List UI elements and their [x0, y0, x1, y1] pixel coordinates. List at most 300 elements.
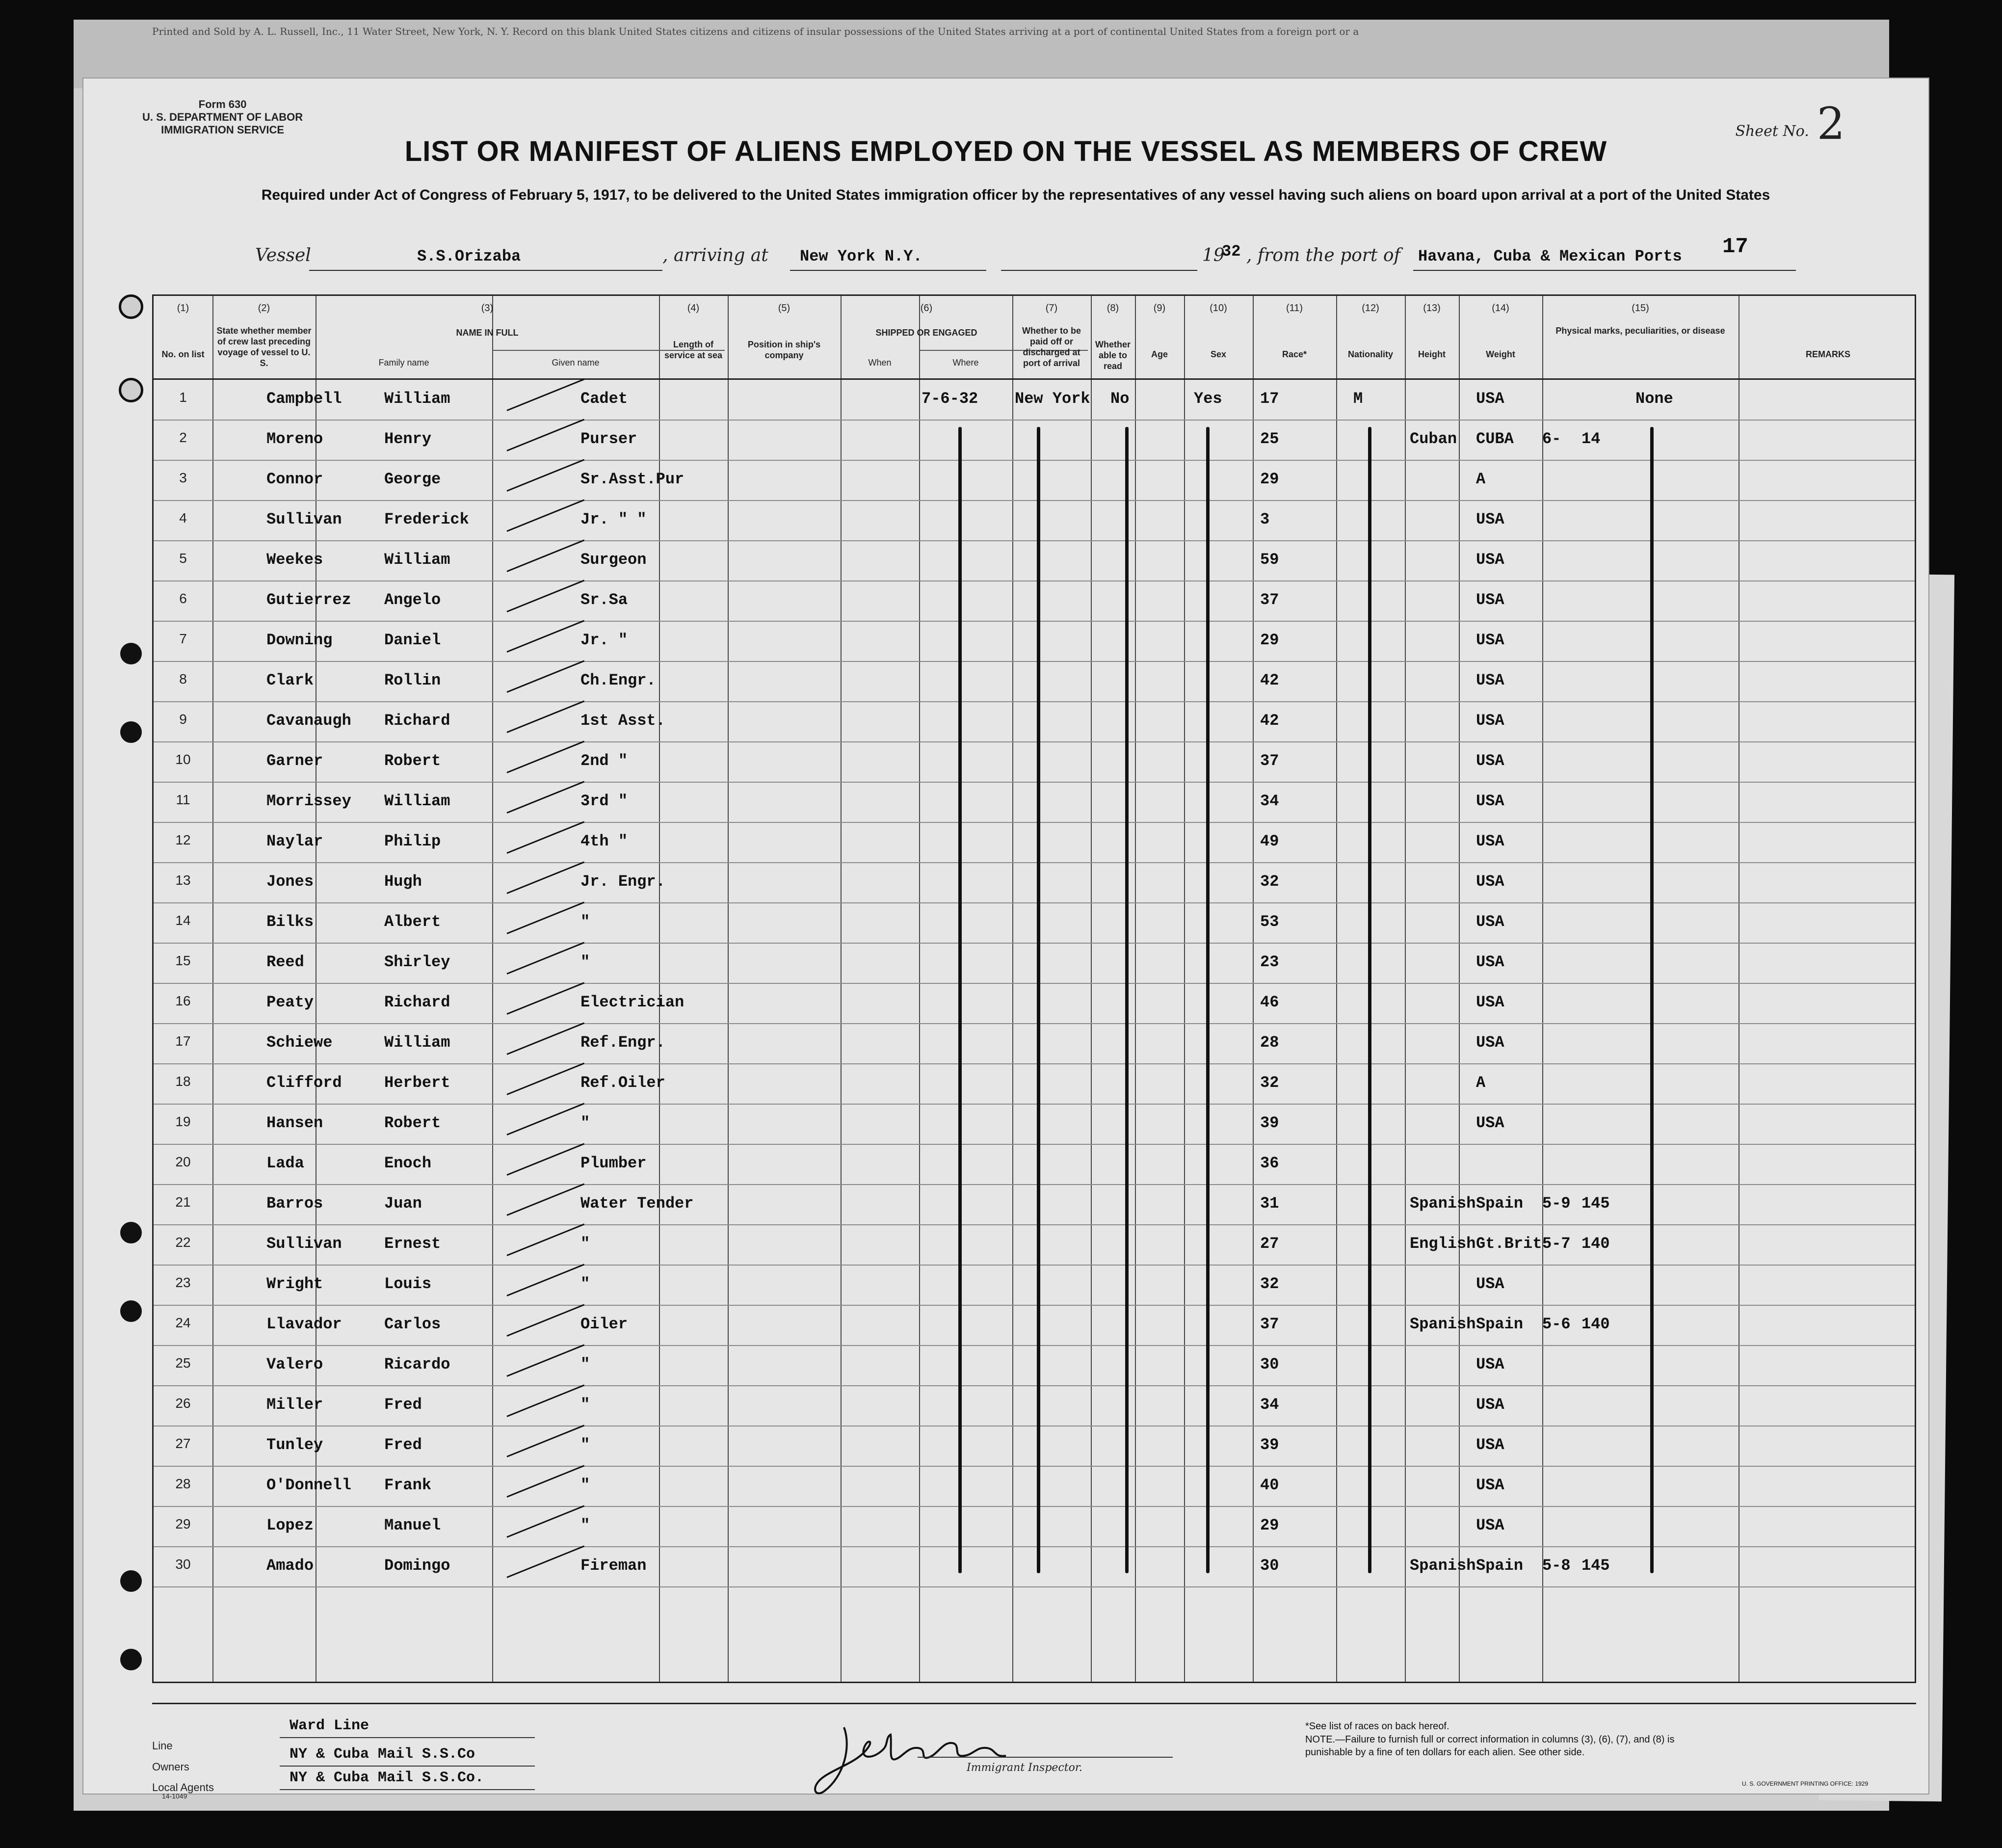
age: 32: [1260, 872, 1279, 891]
position: Ref.Oiler: [580, 1074, 665, 1092]
column-rule: [1091, 296, 1092, 1682]
column-rule: [1459, 296, 1460, 1682]
service-slash: [506, 539, 584, 572]
column-heading: Weight: [1486, 349, 1515, 359]
service-slash: [506, 1425, 584, 1457]
row-number: 17: [175, 1033, 191, 1049]
crew-table: [152, 294, 1916, 1683]
position: ": [580, 1436, 590, 1454]
given-name: Herbert: [384, 1074, 450, 1092]
position: Fireman: [580, 1557, 647, 1575]
row-number: 2: [179, 430, 187, 445]
nationality: USA: [1476, 1114, 1504, 1132]
binder-ring: [119, 378, 143, 402]
date-underline: [1001, 270, 1197, 271]
service-slash: [506, 499, 584, 531]
given-name: Philip: [384, 832, 441, 850]
service-slash: [506, 1264, 584, 1296]
service-slash: [506, 378, 584, 411]
row-number: 23: [175, 1275, 191, 1290]
age: 25: [1260, 430, 1279, 448]
service-slash: [506, 740, 584, 773]
row-number: 1: [179, 390, 187, 405]
line-label: Line: [152, 1740, 173, 1752]
age: 39: [1260, 1114, 1279, 1132]
race: Spanish: [1410, 1315, 1476, 1333]
vessel-line: [255, 242, 1894, 275]
column-heading: Race*: [1282, 349, 1307, 359]
service-slash: [506, 1465, 584, 1497]
nationality: USA: [1476, 752, 1504, 770]
row-number: 5: [179, 551, 187, 566]
column-number: (7): [1045, 303, 1058, 314]
physical-marks: None: [1635, 390, 1673, 408]
age: 59: [1260, 551, 1279, 569]
nationality: USA: [1476, 1516, 1504, 1534]
height: 5-8: [1542, 1557, 1571, 1575]
column-number: (12): [1362, 303, 1379, 314]
given-name: Manuel: [384, 1516, 441, 1534]
column-heading: State whether member of crew last preceding voyage of vessel to U. S.: [216, 326, 312, 368]
year-value: 32: [1222, 242, 1241, 261]
service-slash: [506, 700, 584, 733]
given-name: Frank: [384, 1476, 432, 1494]
penalty-note: NOTE.—Failure to furnish full or correct information in columns (3), (6), (7), and (8) is punishable by a fine of ten dollars for each alien. See other side.: [1305, 1734, 1675, 1758]
column-number: (11): [1286, 303, 1303, 314]
height: 6-: [1542, 430, 1561, 448]
age: 29: [1260, 1516, 1279, 1534]
ditto-bar-marks: [1650, 427, 1654, 1573]
nationality: Spain: [1476, 1315, 1524, 1333]
ditto-bar-paid: [1125, 427, 1129, 1573]
position: Water Tender: [580, 1194, 694, 1213]
row-number: 4: [179, 510, 187, 526]
given-name: Daniel: [384, 631, 441, 649]
family-name: Naylar: [266, 832, 323, 850]
age: 49: [1260, 832, 1279, 850]
race: Spanish: [1410, 1194, 1476, 1213]
agents-value: NY & Cuba Mail S.S.Co.: [290, 1769, 484, 1786]
column-number: (1): [177, 303, 189, 314]
row-number: 25: [175, 1355, 191, 1371]
given-name: Enoch: [384, 1154, 432, 1172]
nationality: Spain: [1476, 1194, 1524, 1213]
row-number: 6: [179, 591, 187, 606]
family-name: Lada: [266, 1154, 304, 1172]
column-rule: [841, 296, 842, 1682]
given-name: George: [384, 470, 441, 488]
column-rule: [212, 296, 213, 1682]
row-rule: [154, 420, 1915, 421]
family-name: Miller: [266, 1396, 323, 1414]
service-slash: [506, 1183, 584, 1215]
position: 3rd ": [580, 792, 628, 810]
service-slash: [506, 1223, 584, 1256]
column-number: (6): [920, 303, 933, 314]
column-heading: Height: [1418, 349, 1446, 359]
service-slash: [506, 781, 584, 813]
given-name: Juan: [384, 1194, 422, 1213]
column-heading: NAME IN FULL: [456, 328, 519, 338]
weight: 145: [1581, 1194, 1610, 1213]
nationality: USA: [1476, 1275, 1504, 1293]
stamp-number: 17: [1722, 235, 1748, 259]
given-name: Robert: [384, 1114, 441, 1132]
footer-divider: [152, 1703, 1916, 1704]
binder-hole: [120, 1222, 142, 1243]
page-title: LIST OR MANIFEST OF ALIENS EMPLOYED ON THE VESSEL AS MEMBERS OF CREW: [404, 135, 1607, 167]
port-underline: [1413, 270, 1796, 271]
position: ": [580, 1355, 590, 1373]
column-rule: [919, 296, 920, 1682]
nationality: A: [1476, 470, 1486, 488]
binder-hole: [120, 721, 142, 743]
age: 30: [1260, 1557, 1279, 1575]
age: 42: [1260, 671, 1279, 689]
family-name: Wright: [266, 1275, 323, 1293]
sex: M: [1353, 390, 1363, 408]
given-name: Rollin: [384, 671, 441, 689]
owners-value: NY & Cuba Mail S.S.Co: [290, 1746, 475, 1763]
nationality: USA: [1476, 1396, 1504, 1414]
position: Ch.Engr.: [580, 671, 656, 689]
manifest-page: [83, 79, 1928, 1800]
given-name: Domingo: [384, 1557, 450, 1575]
able-to-read: Yes: [1194, 390, 1222, 408]
family-name: Clark: [266, 671, 314, 689]
row-number: 30: [175, 1557, 191, 1572]
year-prefix: 19: [1202, 245, 1225, 265]
nationality: USA: [1476, 1033, 1504, 1052]
nationality: CUBA: [1476, 430, 1514, 448]
nationality: A: [1476, 1074, 1486, 1092]
given-name: William: [384, 792, 450, 810]
binder-ring: [119, 294, 143, 319]
service-slash: [506, 901, 584, 934]
service-slash: [506, 942, 584, 974]
family-name: Schiewe: [266, 1033, 333, 1052]
ditto-bar-sex: [1368, 427, 1371, 1573]
ditto-bar-when: [958, 427, 962, 1573]
given-name: Fred: [384, 1436, 422, 1454]
row-number: 15: [175, 953, 191, 968]
age: 29: [1260, 631, 1279, 649]
service-slash: [506, 1143, 584, 1175]
position: Cadet: [580, 390, 628, 408]
column-number: (13): [1423, 303, 1441, 314]
given-name: Ricardo: [384, 1355, 450, 1373]
column-heading: Sex: [1210, 349, 1227, 359]
row-number: 19: [175, 1114, 191, 1129]
service-slash: [506, 861, 584, 894]
family-name: Peaty: [266, 993, 314, 1011]
column-heading: Physical marks, peculiarities, or disease: [1555, 326, 1725, 336]
given-name: Ernest: [384, 1235, 441, 1253]
column-rule: [659, 296, 660, 1682]
nationality: USA: [1476, 390, 1504, 408]
column-subheading: When: [868, 358, 892, 368]
column-rule: [1542, 296, 1543, 1682]
given-name: Angelo: [384, 591, 441, 609]
position: Oiler: [580, 1315, 628, 1333]
row-number: 29: [175, 1516, 191, 1531]
weight: 145: [1581, 1557, 1610, 1575]
given-name: Frederick: [384, 510, 469, 528]
age: 37: [1260, 591, 1279, 609]
column-number: (4): [687, 303, 700, 314]
service-slash: [506, 459, 584, 491]
shipped-when: 7-6-32: [922, 390, 978, 408]
service-slash: [506, 1505, 584, 1537]
column-heading: SHIPPED OR ENGAGED: [875, 328, 977, 338]
age: 34: [1260, 792, 1279, 810]
given-name: Carlos: [384, 1315, 441, 1333]
position: 1st Asst.: [580, 712, 665, 730]
position: ": [580, 1396, 590, 1414]
age: 53: [1260, 913, 1279, 931]
line-value: Ward Line: [290, 1717, 369, 1734]
position: ": [580, 913, 590, 931]
age: 34: [1260, 1396, 1279, 1414]
age: 37: [1260, 1315, 1279, 1333]
ditto-bar-read: [1206, 427, 1210, 1573]
weight: 14: [1581, 430, 1601, 448]
column-rule: [492, 296, 493, 1682]
age: 28: [1260, 1033, 1279, 1052]
age: 32: [1260, 1275, 1279, 1293]
age: 40: [1260, 1476, 1279, 1494]
position: ": [580, 1275, 590, 1293]
column-number: (9): [1153, 303, 1166, 314]
nationality: USA: [1476, 1436, 1504, 1454]
nationality: USA: [1476, 832, 1504, 850]
position: Sr.Asst.Pur: [580, 470, 685, 488]
age: 30: [1260, 1355, 1279, 1373]
printer-note: U. S. GOVERNMENT PRINTING OFFICE: 1929: [1742, 1780, 1869, 1787]
service-slash: [506, 1304, 584, 1336]
nationality: USA: [1476, 993, 1504, 1011]
from-label: , from the port of: [1246, 245, 1400, 265]
ditto-bar-where: [1037, 427, 1040, 1573]
row-number: 20: [175, 1154, 191, 1169]
age: 37: [1260, 752, 1279, 770]
inspector-label: Immigrant Inspector.: [967, 1762, 1082, 1774]
given-name: Albert: [384, 913, 441, 931]
age: 29: [1260, 470, 1279, 488]
age: 39: [1260, 1436, 1279, 1454]
nationality: USA: [1476, 551, 1504, 569]
position: Electrician: [580, 993, 685, 1011]
column-subheading: Given name: [552, 358, 600, 368]
column-number: (14): [1492, 303, 1509, 314]
nationality: USA: [1476, 953, 1504, 971]
family-name: Sullivan: [266, 510, 342, 528]
row-number: 22: [175, 1235, 191, 1250]
given-name: William: [384, 390, 450, 408]
height: 5-6: [1542, 1315, 1571, 1333]
family-name: Connor: [266, 470, 323, 488]
row-number: 9: [179, 712, 187, 727]
age: 32: [1260, 1074, 1279, 1092]
age: 27: [1260, 1235, 1279, 1253]
column-heading: Whether to be paid off or discharged at port of arrival: [1022, 326, 1081, 368]
vessel-label: Vessel: [255, 245, 311, 265]
position: 2nd ": [580, 752, 628, 770]
family-name: O'Donnell: [266, 1476, 351, 1494]
department-name: U. S. DEPARTMENT OF LABOR: [142, 111, 303, 123]
given-name: Fred: [384, 1396, 422, 1414]
age: 42: [1260, 712, 1279, 730]
row-number: 26: [175, 1396, 191, 1411]
given-name: Henry: [384, 430, 432, 448]
column-rule: [1012, 296, 1013, 1682]
arriving-underline: [790, 270, 986, 271]
arriving-label: , arriving at: [662, 245, 768, 265]
given-name: Richard: [384, 993, 450, 1011]
column-heading: REMARKS: [1805, 349, 1850, 359]
race: Cuban: [1410, 430, 1457, 448]
position: Sr.Sa: [580, 591, 628, 609]
service-slash: [506, 1384, 584, 1417]
position: Jr. ": [580, 631, 628, 649]
given-name: Robert: [384, 752, 441, 770]
position: 4th ": [580, 832, 628, 850]
position: Jr. Engr.: [580, 872, 665, 891]
top-strip-text: Printed and Sold by A. L. Russell, Inc., 11 Water Street, New York, N. Y. Record on this blank United States citizens and citizens of insular possessions of the United States arriving at a port of continental United States from a foreign port or a: [74, 20, 1889, 88]
row-number: 24: [175, 1315, 191, 1330]
family-name: Downing: [266, 631, 333, 649]
row-number: 28: [175, 1476, 191, 1491]
column-number: (10): [1210, 303, 1227, 314]
row-number: 3: [179, 470, 187, 485]
family-name: Valero: [266, 1355, 323, 1373]
position: Jr. " ": [580, 510, 647, 528]
nationality: USA: [1476, 792, 1504, 810]
header-left: [142, 98, 303, 136]
service-slash: [506, 821, 584, 853]
age: 36: [1260, 1154, 1279, 1172]
nationality: USA: [1476, 712, 1504, 730]
service-slash: [506, 419, 584, 451]
row-number: 14: [175, 913, 191, 928]
family-name: Moreno: [266, 430, 323, 448]
column-heading: Age: [1151, 349, 1168, 359]
owners-underline: [280, 1766, 535, 1767]
nationality: USA: [1476, 510, 1504, 528]
arriving-port: New York N.Y.: [800, 247, 922, 265]
position: ": [580, 1235, 590, 1253]
age: 3: [1260, 510, 1270, 528]
position: Plumber: [580, 1154, 647, 1172]
column-rule: [1405, 296, 1406, 1682]
family-name: Morrissey: [266, 792, 351, 810]
line-underline: [280, 1737, 535, 1738]
position: Purser: [580, 430, 637, 448]
binder-hole: [120, 1649, 142, 1670]
race: Spanish: [1410, 1557, 1476, 1575]
sheet-value: 2: [1817, 98, 1845, 150]
position: Ref.Engr.: [580, 1033, 665, 1052]
row-number: 13: [175, 872, 191, 888]
column-rule: [1336, 296, 1337, 1682]
row-number: 12: [175, 832, 191, 847]
given-name: William: [384, 551, 450, 569]
column-heading: No. on list: [161, 349, 205, 359]
vessel-underline: [309, 270, 662, 271]
family-name: Barros: [266, 1194, 323, 1213]
family-name: Jones: [266, 872, 314, 891]
column-subheading: Family name: [378, 358, 429, 368]
column-rule: [1184, 296, 1185, 1682]
port-of-departure: Havana, Cuba & Mexican Ports: [1418, 247, 1682, 265]
column-rule: [1253, 296, 1254, 1682]
family-name: Cavanaugh: [266, 712, 351, 730]
row-number: 21: [175, 1194, 191, 1210]
nationality: USA: [1476, 1355, 1504, 1373]
nationality: USA: [1476, 591, 1504, 609]
family-name: Reed: [266, 953, 304, 971]
nationality: USA: [1476, 671, 1504, 689]
nationality: USA: [1476, 913, 1504, 931]
position: ": [580, 953, 590, 971]
shipped-where: New York: [1015, 390, 1090, 408]
family-name: Hansen: [266, 1114, 323, 1132]
family-name: Garner: [266, 752, 323, 770]
column-number: (3): [481, 303, 494, 314]
vessel-name: S.S.Orizaba: [417, 247, 521, 265]
family-name: Campbell: [266, 390, 342, 408]
age: 23: [1260, 953, 1279, 971]
column-heading: Nationality: [1347, 349, 1393, 359]
age: 46: [1260, 993, 1279, 1011]
row-number: 8: [179, 671, 187, 686]
age: 31: [1260, 1194, 1279, 1213]
nationality: Spain: [1476, 1557, 1524, 1575]
family-name: Lopez: [266, 1516, 314, 1534]
service-slash: [506, 580, 584, 612]
row-number: 7: [179, 631, 187, 646]
service-slash: [506, 982, 584, 1014]
nationality: Gt.Brit: [1476, 1235, 1542, 1253]
position: ": [580, 1114, 590, 1132]
service-slash: [506, 1344, 584, 1376]
column-number: (5): [778, 303, 790, 314]
weight: 140: [1581, 1315, 1610, 1333]
page-subtitle: Required under Act of Congress of February 5, 1917, to be delivered to the United States immigration officer by the representatives of any vessel having such aliens on board upon arrival at a port of the United States: [261, 187, 1770, 203]
column-heading: Position in ship's company: [747, 340, 821, 360]
row-number: 16: [175, 993, 191, 1008]
family-name: Tunley: [266, 1436, 323, 1454]
family-name: Bilks: [266, 913, 314, 931]
service-slash: [506, 1062, 584, 1095]
height: 5-7: [1542, 1235, 1571, 1253]
column-rule: [728, 296, 729, 1682]
form-code: 14-1049: [162, 1792, 187, 1800]
inspector-underline: [918, 1757, 1173, 1758]
family-name: Clifford: [266, 1074, 342, 1092]
row-number: 10: [175, 752, 191, 767]
row-number: 27: [175, 1436, 191, 1451]
row-number: 11: [176, 792, 190, 807]
service-slash: [506, 1022, 584, 1055]
column-number: (15): [1632, 303, 1649, 314]
height: 5-9: [1542, 1194, 1571, 1213]
races-note: *See list of races on back hereof.: [1305, 1721, 1449, 1732]
paid-off: No: [1110, 390, 1130, 408]
service-slash: [506, 1545, 584, 1578]
family-name: Weekes: [266, 551, 323, 569]
sheet-label: Sheet No.: [1735, 123, 1809, 140]
